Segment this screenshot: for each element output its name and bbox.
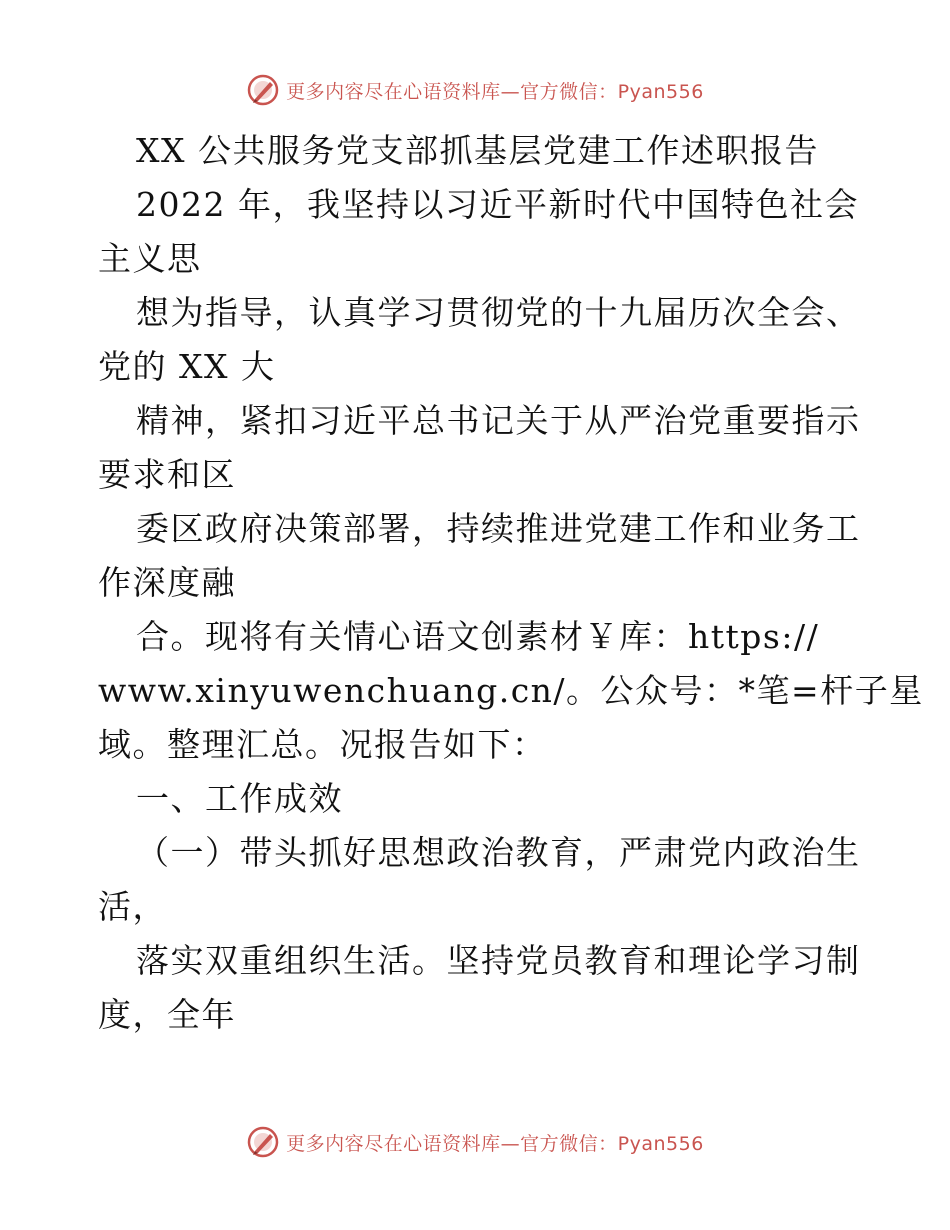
quill-pen-logo-icon: [246, 1125, 280, 1159]
paragraph-line: 党的 XX 大: [98, 347, 276, 386]
section-heading: 一、工作成效: [136, 779, 343, 818]
paragraph-line: 度，全年: [98, 995, 236, 1034]
paragraph-line: 要求和区: [98, 455, 236, 494]
subsection-heading: （一）带头抓好思想政治教育，严肃党内政治生: [136, 833, 861, 872]
paragraph-line: 合。现将有关情心语文创素材￥库：https://: [136, 617, 820, 656]
watermark-text: 更多内容尽在心语资料库—官方微信：Pyan556: [286, 80, 704, 103]
paragraph-line: 精神，紧扣习近平总书记关于从严治党重要指示: [136, 401, 861, 440]
header-watermark: [0, 70, 950, 110]
paragraph-line: 2022 年，我坚持以习近平新时代中国特色社会: [136, 185, 859, 224]
footer-watermark: [0, 1122, 950, 1162]
paragraph-line: 主义思: [98, 239, 202, 278]
paragraph-line: 域。整理汇总。况报告如下：: [98, 725, 547, 764]
document-title: XX 公共服务党支部抓基层党建工作述职报告: [136, 131, 819, 170]
document-body: [98, 124, 924, 1042]
paragraph-line: 作深度融: [98, 563, 236, 602]
paragraph-line: 委区政府决策部署，持续推进党建工作和业务工: [136, 509, 861, 548]
paragraph-line: www.xinyuwenchuang.cn/。公众号：*笔=杆子星: [98, 671, 924, 710]
paragraph-line: 想为指导，认真学习贯彻党的十九届历次全会、: [136, 293, 861, 332]
quill-pen-logo-icon: [246, 73, 280, 107]
paragraph-line: 落实双重组织生活。坚持党员教育和理论学习制: [136, 941, 861, 980]
watermark-text: 更多内容尽在心语资料库—官方微信：Pyan556: [286, 1132, 704, 1155]
paragraph-line: 活，: [98, 887, 167, 926]
